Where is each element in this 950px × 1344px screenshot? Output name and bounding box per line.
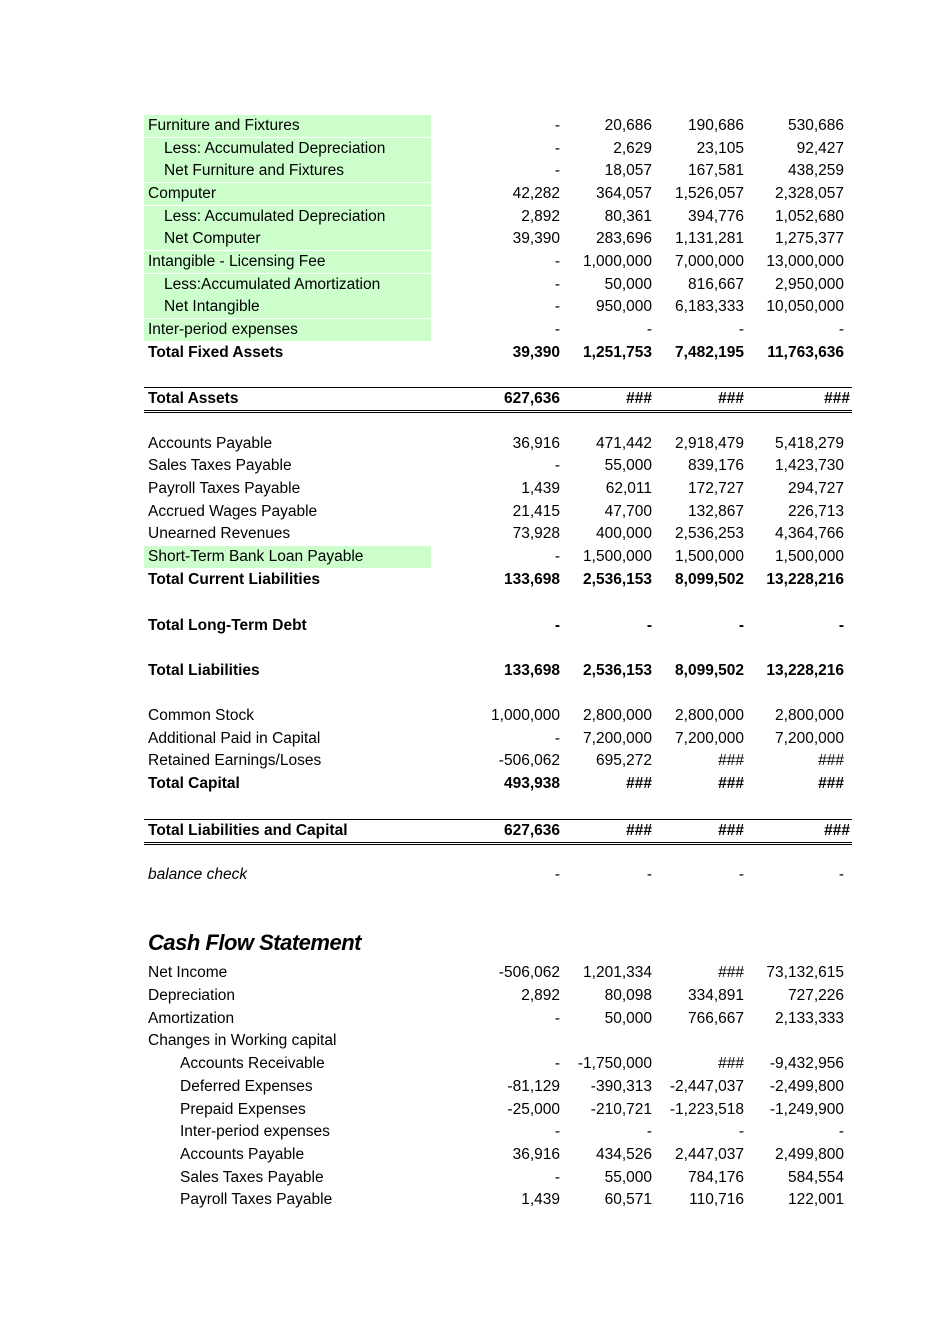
- value-cell: -2,499,800: [769, 1078, 844, 1095]
- value-cell: 1,000,000: [583, 253, 652, 270]
- table-row: [144, 705, 852, 727]
- total-row: [144, 387, 852, 413]
- row-label: Net Income: [148, 964, 228, 981]
- value-cell: ###: [818, 752, 844, 769]
- value-cell: -: [838, 617, 844, 634]
- table-row: [144, 660, 852, 682]
- value-cell: 55,000: [604, 457, 652, 474]
- value-cell: -: [554, 298, 560, 315]
- table-row: [144, 274, 852, 296]
- table-row: [144, 319, 852, 341]
- value-cell: ###: [824, 390, 850, 407]
- value-cell: -25,000: [507, 1101, 560, 1118]
- value-cell: -: [554, 321, 560, 338]
- value-cell: 55,000: [604, 1169, 652, 1186]
- value-cell: 1,201,334: [583, 964, 652, 981]
- row-label: Total Current Liabilities: [148, 571, 320, 588]
- value-cell: -: [838, 321, 844, 338]
- value-cell: ###: [818, 775, 844, 792]
- value-cell: 18,057: [604, 162, 652, 179]
- value-cell: 7,200,000: [583, 730, 652, 747]
- value-cell: 2,800,000: [775, 707, 844, 724]
- value-cell: 47,700: [604, 503, 652, 520]
- value-cell: -: [554, 276, 560, 293]
- value-cell: 1,251,753: [583, 344, 652, 361]
- value-cell: 766,667: [687, 1010, 744, 1027]
- value-cell: -: [646, 617, 652, 634]
- value-cell: ###: [626, 822, 652, 839]
- value-cell: 13,000,000: [766, 253, 844, 270]
- value-cell: 122,001: [787, 1191, 844, 1208]
- table-row: [144, 1099, 852, 1121]
- value-cell: 2,892: [521, 208, 560, 225]
- value-cell: -: [554, 1169, 560, 1186]
- value-cell: 133,698: [503, 571, 560, 588]
- value-cell: 1,439: [521, 1191, 560, 1208]
- value-cell: 1,439: [521, 480, 560, 497]
- value-cell: 294,727: [787, 480, 844, 497]
- value-cell: 8,099,502: [675, 571, 744, 588]
- row-label: Total Capital: [148, 775, 240, 792]
- table-row: [144, 773, 852, 795]
- row-label: Total Fixed Assets: [148, 344, 284, 361]
- table-row: [144, 962, 852, 984]
- value-cell: 1,500,000: [775, 548, 844, 565]
- value-cell: 5,418,279: [775, 435, 844, 452]
- value-cell: -: [554, 730, 560, 747]
- value-cell: 2,536,253: [675, 525, 744, 542]
- value-cell: ###: [718, 822, 744, 839]
- value-cell: ###: [718, 964, 744, 981]
- table-row: [144, 342, 852, 364]
- value-cell: 11,763,636: [767, 344, 844, 361]
- row-label: Common Stock: [148, 707, 254, 724]
- row-label: Net Furniture and Fixtures: [144, 160, 431, 182]
- value-cell: 60,571: [604, 1191, 652, 1208]
- value-cell: 80,098: [604, 987, 652, 1004]
- row-label: Inter-period expenses: [180, 1123, 330, 1140]
- row-label: Furniture and Fixtures: [144, 115, 431, 137]
- value-cell: 2,800,000: [583, 707, 652, 724]
- row-label: Less:Accumulated Amortization: [144, 274, 431, 296]
- value-cell: 10,050,000: [766, 298, 844, 315]
- value-cell: -: [646, 866, 652, 883]
- value-cell: -: [554, 1055, 560, 1072]
- table-row: [144, 251, 852, 273]
- value-cell: -: [554, 457, 560, 474]
- value-cell: ###: [718, 1055, 744, 1072]
- value-cell: ###: [718, 775, 744, 792]
- value-cell: ###: [718, 752, 744, 769]
- value-cell: 80,361: [604, 208, 652, 225]
- value-cell: ###: [626, 775, 652, 792]
- table-row: [144, 569, 852, 591]
- value-cell: -9,432,956: [769, 1055, 844, 1072]
- value-cell: -: [554, 548, 560, 565]
- value-cell: 133,698: [503, 662, 560, 679]
- table-row: [144, 1076, 852, 1098]
- value-cell: 7,482,195: [675, 344, 744, 361]
- row-label: Inter-period expenses: [144, 319, 431, 341]
- row-label: Computer: [144, 183, 431, 205]
- value-cell: [652, 1030, 744, 1052]
- row-label: Payroll Taxes Payable: [180, 1191, 333, 1208]
- table-row: [144, 750, 852, 772]
- row-label: Payroll Taxes Payable: [148, 480, 301, 497]
- value-cell: 42,282: [512, 185, 560, 202]
- table-row: [144, 296, 852, 318]
- value-cell: ###: [626, 390, 652, 407]
- value-cell: -: [646, 321, 652, 338]
- value-cell: 110,716: [689, 1191, 744, 1208]
- value-cell: -390,313: [590, 1078, 652, 1095]
- table-row: [144, 1030, 852, 1052]
- row-label: Changes in Working capital: [148, 1032, 337, 1049]
- table-row: [144, 546, 852, 568]
- value-cell: 2,499,800: [775, 1146, 844, 1163]
- value-cell: -: [838, 866, 844, 883]
- value-cell: -: [554, 140, 560, 157]
- table-row: [144, 138, 852, 160]
- row-label: Sales Taxes Payable: [180, 1169, 324, 1186]
- value-cell: 471,442: [595, 435, 652, 452]
- value-cell: -81,129: [507, 1078, 560, 1095]
- value-cell: 73,928: [512, 525, 560, 542]
- row-label: Intangible - Licensing Fee: [144, 251, 431, 273]
- table-row: [144, 183, 852, 205]
- row-label: Deferred Expenses: [180, 1078, 313, 1095]
- value-cell: 39,390: [512, 344, 560, 361]
- table-row: [144, 864, 852, 886]
- value-cell: 2,536,153: [583, 662, 652, 679]
- row-label: Total Long-Term Debt: [148, 617, 307, 634]
- value-cell: 8,099,502: [675, 662, 744, 679]
- table-row: [144, 501, 852, 523]
- value-cell: 364,057: [595, 185, 652, 202]
- table-row: [144, 1121, 852, 1143]
- value-cell: ###: [824, 822, 850, 839]
- value-cell: [744, 1030, 844, 1052]
- value-cell: 2,536,153: [583, 571, 652, 588]
- value-cell: 784,176: [687, 1169, 744, 1186]
- row-label: Less: Accumulated Depreciation: [144, 206, 431, 228]
- value-cell: -: [554, 866, 560, 883]
- table-row: [144, 455, 852, 477]
- row-label: Additional Paid in Capital: [148, 730, 321, 747]
- value-cell: [424, 1030, 560, 1052]
- row-label: Accounts Payable: [148, 435, 273, 452]
- value-cell: 1,526,057: [675, 185, 744, 202]
- value-cell: -: [554, 162, 560, 179]
- value-cell: -: [554, 1123, 560, 1140]
- value-cell: ###: [718, 390, 744, 407]
- value-cell: 13,228,216: [766, 571, 844, 588]
- row-label: Amortization: [148, 1010, 235, 1027]
- table-row: [144, 478, 852, 500]
- table-row: [144, 115, 852, 137]
- total-row: [144, 819, 852, 845]
- value-cell: 1,500,000: [675, 548, 744, 565]
- value-cell: 2,918,479: [675, 435, 744, 452]
- value-cell: 23,105: [696, 140, 744, 157]
- value-cell: 2,800,000: [675, 707, 744, 724]
- value-cell: -: [554, 117, 560, 134]
- value-cell: -506,062: [498, 964, 560, 981]
- row-label: Less: Accumulated Depreciation: [144, 138, 431, 160]
- value-cell: 2,133,333: [775, 1010, 844, 1027]
- value-cell: 727,226: [787, 987, 844, 1004]
- table-row: [144, 615, 852, 637]
- value-cell: 584,554: [787, 1169, 844, 1186]
- value-cell: 334,891: [687, 987, 744, 1004]
- value-cell: 172,727: [687, 480, 744, 497]
- row-label: Total Assets: [148, 390, 239, 407]
- row-label: Prepaid Expenses: [180, 1101, 306, 1118]
- value-cell: 20,686: [604, 117, 652, 134]
- value-cell: 7,000,000: [675, 253, 744, 270]
- value-cell: 1,052,680: [775, 208, 844, 225]
- value-cell: 283,696: [595, 230, 652, 247]
- value-cell: [560, 1030, 652, 1052]
- row-label: Unearned Revenues: [148, 525, 291, 542]
- table-row: [144, 160, 852, 182]
- value-cell: 493,938: [503, 775, 560, 792]
- row-label: balance check: [148, 866, 248, 883]
- table-row: [144, 1053, 852, 1075]
- value-cell: 39,390: [512, 230, 560, 247]
- value-cell: 62,011: [605, 480, 652, 497]
- value-cell: -: [838, 1123, 844, 1140]
- value-cell: 132,867: [687, 503, 744, 520]
- row-label: Accounts Payable: [180, 1146, 305, 1163]
- value-cell: -: [646, 1123, 652, 1140]
- value-cell: 6,183,333: [675, 298, 744, 315]
- row-label: Net Computer: [144, 228, 431, 250]
- value-cell: 36,916: [512, 1146, 560, 1163]
- value-cell: 21,415: [512, 503, 560, 520]
- value-cell: 627,636: [503, 390, 560, 407]
- row-label: Accrued Wages Payable: [148, 503, 318, 520]
- value-cell: 2,447,037: [675, 1146, 744, 1163]
- value-cell: 7,200,000: [775, 730, 844, 747]
- value-cell: 190,686: [687, 117, 744, 134]
- value-cell: 695,272: [595, 752, 652, 769]
- value-cell: 4,364,766: [775, 525, 844, 542]
- row-label: Sales Taxes Payable: [148, 457, 292, 474]
- value-cell: 2,892: [521, 987, 560, 1004]
- value-cell: 394,776: [687, 208, 744, 225]
- value-cell: 50,000: [604, 1010, 652, 1027]
- value-cell: 226,713: [787, 503, 844, 520]
- value-cell: -: [738, 1123, 744, 1140]
- value-cell: 50,000: [604, 276, 652, 293]
- value-cell: 1,500,000: [583, 548, 652, 565]
- value-cell: -2,447,037: [669, 1078, 744, 1095]
- row-label: Retained Earnings/Loses: [148, 752, 322, 769]
- cash-flow-title: Cash Flow Statement: [148, 930, 361, 955]
- value-cell: -: [738, 617, 744, 634]
- value-cell: -: [554, 617, 560, 634]
- table-row: [144, 523, 852, 545]
- value-cell: 2,328,057: [775, 185, 844, 202]
- value-cell: -: [738, 866, 744, 883]
- value-cell: 816,667: [687, 276, 744, 293]
- value-cell: 438,259: [787, 162, 844, 179]
- row-label: Total Liabilities and Capital: [148, 822, 348, 839]
- value-cell: 1,000,000: [491, 707, 560, 724]
- value-cell: -210,721: [590, 1101, 652, 1118]
- value-cell: 1,275,377: [775, 230, 844, 247]
- table-row: [144, 1144, 852, 1166]
- table-row: [144, 1189, 852, 1211]
- table-row: [144, 1167, 852, 1189]
- table-row: [144, 228, 852, 250]
- table-row: [144, 985, 852, 1007]
- table-row: [144, 206, 852, 228]
- value-cell: 1,423,730: [775, 457, 844, 474]
- row-label: Total Liabilities: [148, 662, 260, 679]
- value-cell: -: [554, 253, 560, 270]
- value-cell: 36,916: [512, 435, 560, 452]
- value-cell: 167,581: [687, 162, 744, 179]
- row-label: Depreciation: [148, 987, 236, 1004]
- value-cell: 1,131,281: [675, 230, 744, 247]
- value-cell: -: [554, 1010, 560, 1027]
- table-row: [144, 433, 852, 455]
- value-cell: 73,132,615: [766, 964, 844, 981]
- value-cell: 13,228,216: [766, 662, 844, 679]
- row-label: Net Intangible: [144, 296, 431, 318]
- row-label: Short-Term Bank Loan Payable: [144, 546, 431, 568]
- value-cell: 2,950,000: [775, 276, 844, 293]
- value-cell: 434,526: [595, 1146, 652, 1163]
- value-cell: 400,000: [595, 525, 652, 542]
- value-cell: 2,629: [613, 140, 652, 157]
- value-cell: -506,062: [498, 752, 560, 769]
- value-cell: -1,249,900: [769, 1101, 844, 1118]
- value-cell: -: [738, 321, 744, 338]
- value-cell: 627,636: [503, 822, 560, 839]
- value-cell: -1,750,000: [577, 1055, 652, 1072]
- value-cell: 530,686: [787, 117, 844, 134]
- table-row: [144, 728, 852, 750]
- table-row: [144, 1008, 852, 1030]
- value-cell: 92,427: [796, 140, 844, 157]
- value-cell: 950,000: [595, 298, 652, 315]
- value-cell: 7,200,000: [675, 730, 744, 747]
- value-cell: 839,176: [687, 457, 744, 474]
- row-label: Accounts Receivable: [180, 1055, 325, 1072]
- value-cell: -1,223,518: [669, 1101, 744, 1118]
